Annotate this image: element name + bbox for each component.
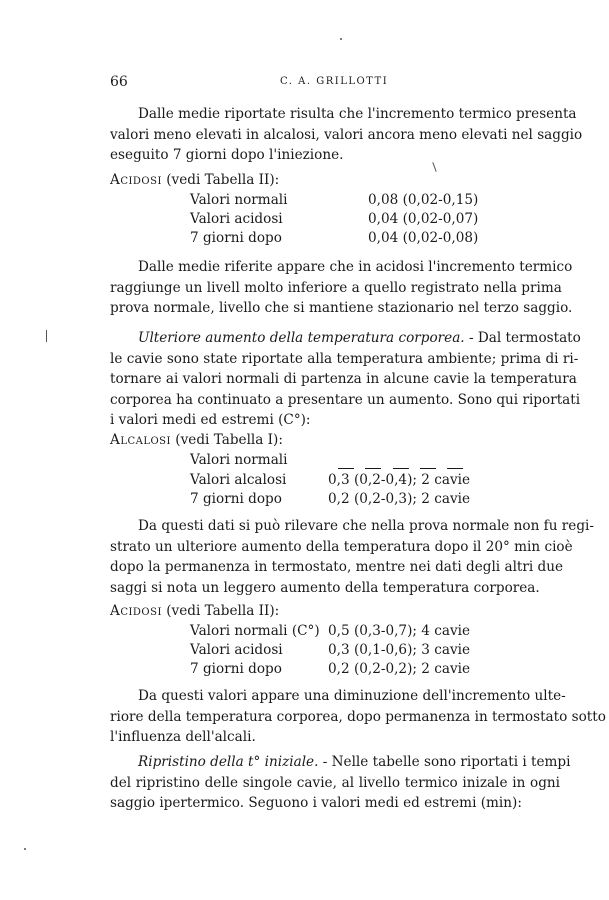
table-row-label: 7 giorni dopo [190,491,282,507]
text-line: i valori medi ed estremi (C°): [110,412,311,428]
table-row-value: 0,04 (0,02-0,08) [368,230,479,246]
table-row-label: Valori acidosi [190,642,283,658]
table-row-label: 7 giorni dopo [190,230,282,246]
text-line: valori meno elevati in alcalosi, valori ancora meno elevati nel saggio [110,126,583,143]
text-span: - Nelle tabelle sono riportati i tempi [318,754,571,770]
text-line: Dalle medie riferite appare che in acidosi l'incremento termico [138,259,573,275]
page-header [110,74,559,94]
page-number: 66 [110,74,128,90]
acidosi-label: Acidosi [110,603,162,619]
acidosi-label: Acidosi [110,172,162,188]
table-row-label: 7 giorni dopo [190,661,282,677]
dash [420,468,436,469]
text-line: corporea ha continuato a presentare un aumento. Sono qui riportati [110,391,581,408]
acidosi-heading [110,603,279,619]
dash [338,468,354,469]
table-row-value: 0,3 (0,1-0,6); 3 cavie [328,642,471,658]
text-line: del ripristino delle singole cavie, al livello termico inizale in ogni [110,774,560,791]
text-line: eseguito 7 giorni dopo l'iniezione. [110,147,344,163]
empty-value-dashes [338,460,463,469]
text-line: Da questi valori appare una diminuzione dell'incremento ulte- [138,688,566,704]
text-line: raggiunge un livell molto inferiore a quello registrato nella prima [110,279,562,296]
paragraph-3 [110,328,581,431]
paragraph-2 [110,257,573,319]
table-row-label: Valori normali [190,452,288,468]
table-row-value: 0,2 (0,2-0,2); 2 cavie [328,661,471,677]
section-title: Ripristino della t° iniziale. [138,754,319,770]
table-row-value: 0,04 (0,02-0,07) [368,211,479,227]
dash [365,468,381,469]
text-line: dopo la permanenza in termostato, mentre nei dati degli altri due [110,559,564,575]
text-span: - Dal termostato [464,330,581,346]
scan-speck [46,330,47,342]
section-title: Ulteriore aumento della temperatura corporea. [138,330,465,346]
text-line: prova normale, livello che si mantiene stazionario nel terzo saggio. [110,300,573,316]
acidosi-reference: (vedi Tabella II): [161,603,280,619]
paragraph-6 [110,752,571,814]
dash [393,468,409,469]
paragraph-1 [110,104,583,166]
paragraph-4 [110,516,594,598]
acidosi-heading [110,172,279,188]
dash [447,468,463,469]
text-line [110,752,571,773]
scan-speck [340,38,342,40]
table-row-label: Valori normali (C°) [190,623,320,639]
table-row-value: 0,2 (0,2-0,3); 2 cavie [328,491,471,507]
acidosi-reference: (vedi Tabella II): [161,172,280,188]
text-line: riore della temperatura corporea, dopo permanenza in termostato sotto [110,708,606,725]
table-row-label: Valori alcalosi [190,472,287,488]
table-row-label: Valori acidosi [190,211,283,227]
text-line: Dalle medie riportate risulta che l'incremento termico presenta [138,106,577,122]
running-title: C. A. GRILLOTTI [280,76,389,87]
text-line: le cavie sono state riportate alla temperatura ambiente; prima di ri- [110,350,579,367]
text-line: Da questi dati si può rilevare che nella prova normale non fu regi- [138,518,594,534]
table-row-value: 0,5 (0,3-0,7); 4 cavie [328,623,471,639]
text-line: saggi si nota un leggero aumento della temperatura corporea. [110,579,540,596]
table-row-value: 0,3 (0,2-0,4); 2 cavie [328,472,471,488]
table-row-label: Valori normali [190,192,288,208]
text-line: saggio ipertermico. Seguono i valori medi ed estremi (min): [110,795,522,811]
text-line: l'influenza dell'alcali. [110,729,256,745]
text-line [110,328,581,349]
alcalosi-label: Alcalosi [110,432,171,448]
text-line: strato un ulteriore aumento della temperatura dopo il 20° min cioè [110,538,573,555]
text-line: tornare ai valori normali di partenza in alcune cavie la temperatura [110,371,577,387]
table-row-value: 0,08 (0,02-0,15) [368,192,479,208]
alcalosi-heading [110,432,283,448]
alcalosi-reference: (vedi Tabella I): [170,432,283,448]
paragraph-5 [110,686,606,748]
scan-speck [24,848,26,850]
